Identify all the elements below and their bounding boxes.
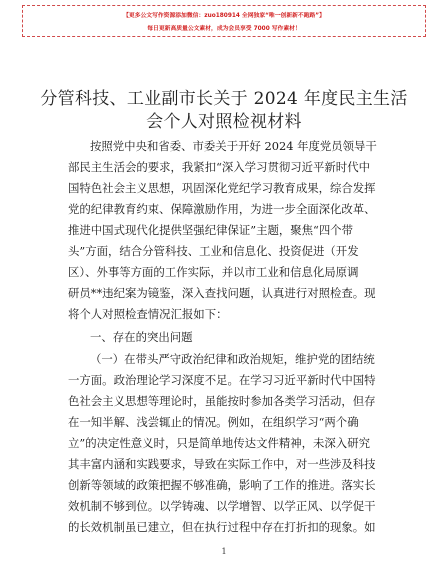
body-line: 部民主生活会的要求，我紧扣“深入学习贯彻习近平新时代中 (68, 160, 370, 174)
document-title-line-1: 分管科技、工业副市长关于 2024 年度民主生活 (40, 89, 408, 109)
body-line: 的长效机制虽已建立，但在执行过程中存在打折扣的现象。如 (68, 520, 376, 534)
body-line: 其丰富内涵和实践要求，导致在实际工作中，对一些涉及科技 (68, 457, 376, 471)
body-line: 立”的决定性意义时，只是简单地传达文件精神，未深入研究 (68, 436, 370, 450)
body-line: 头”方面，结合分管科技、工业和信息化、投资促进（开发 (68, 244, 359, 258)
body-line: 推进中国式现代化提供坚强纪律保证”主题，聚焦“四个带 (68, 223, 354, 237)
body-line: 一方面。政治理论学习深度不足。在学习习近平新时代中国特 (68, 373, 376, 387)
body-line: 国特色社会主义思想，巩固深化党纪学习教育成果，综合发挥 (68, 181, 376, 195)
body-line: （一）在带头严守政治纪律和政治规矩，维护党的团结统 (90, 352, 375, 366)
body-line: 将个人对照检查情况汇报如下： (68, 307, 228, 321)
body-line: 按照党中央和省委、市委关于开好 2024 年度党员领导干 (90, 139, 377, 153)
page-number: 1 (221, 547, 227, 556)
body-line: 创新等领域的政策把握不够准确，影响了工作的推进。落实长 (68, 478, 376, 492)
body-line: 党的纪律教育约束、保障激励作用，为进一步全面深化改革、 (68, 202, 376, 216)
body-line: 区）、外事等方面的工作实际，并以市工业和信息化局原调 (68, 265, 359, 279)
body-line: 研员**违纪案为镜鉴，深入查找问题，认真进行对照检查。现 (68, 286, 376, 300)
body-line: 效机制不够到位。以学铸魂、以学增智、以学正风、以学促干 (68, 499, 376, 513)
body-line: 色社会主义思想等理论时，虽能按时参加各类学习活动，但存 (68, 394, 376, 408)
document-title-line-2: 会个人对照检视材料 (146, 112, 302, 132)
body-line: 在一知半解、浅尝辄止的情况。例如，在组织学习“两个确 (68, 415, 359, 429)
promo-banner-line-1: 【更多公文写作资源添加微信：zuo180914 全网独家“唯一创新新不跑路”】 (123, 13, 325, 19)
promo-banner (22, 5, 426, 37)
section-heading: 一、存在的突出问题 (90, 330, 193, 344)
promo-banner-line-2: 每日更新高质量公文素材，成为会员享受 7000 写作素材！ (147, 26, 301, 32)
